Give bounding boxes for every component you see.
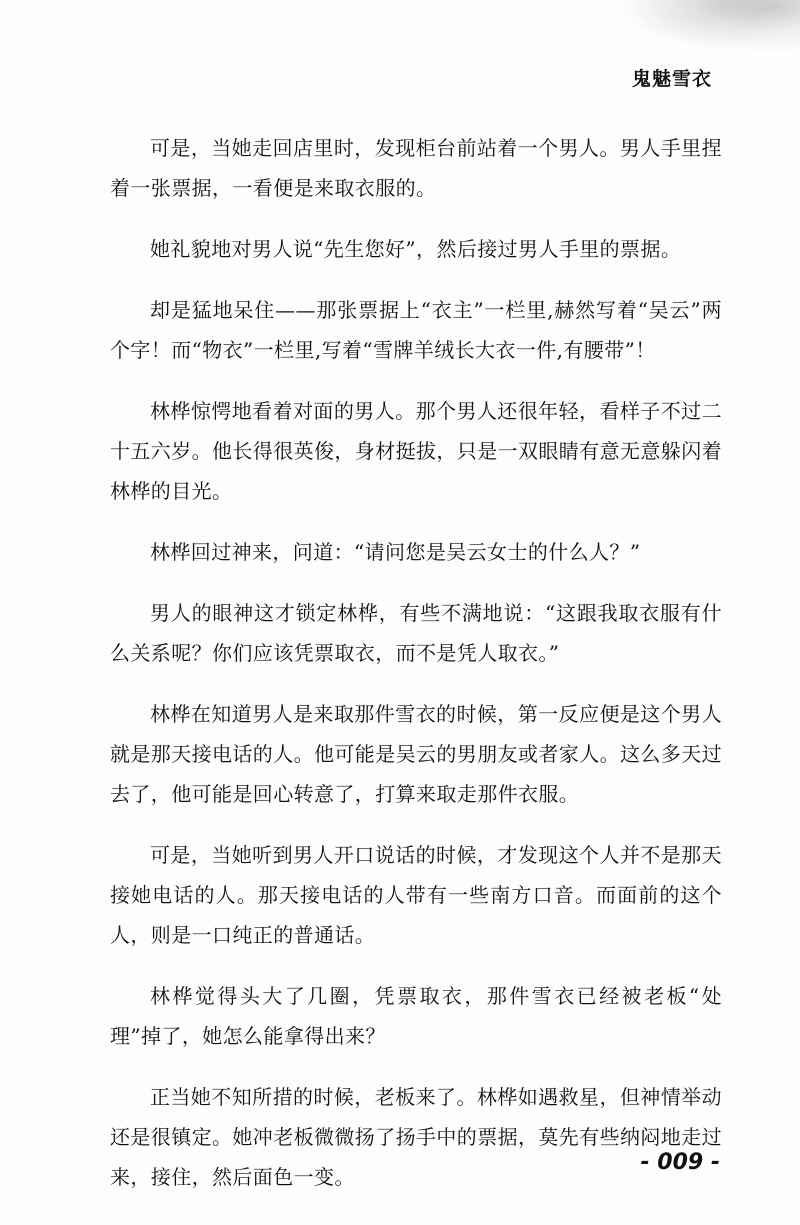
paragraph: 可是，当她走回店里时，发现柜台前站着一个男人。男人手里捏着一张票据，一看便是来取衣服的。 bbox=[110, 136, 722, 200]
paragraph: 林桦觉得头大了几圈，凭票取衣，那件雪衣已经被老板“处理”掉了，她怎么能拿得出来？ bbox=[110, 984, 722, 1048]
paragraph: 可是，当她听到男人开口说话的时候，才发现这个人并不是那天接她电话的人。那天接电话的人带有一些南方口音。而面前的这个人，则是一口纯正的普通话。 bbox=[110, 843, 722, 947]
paragraph: 林桦惊愕地看着对面的男人。那个男人还很年轻，看样子不过二十五六岁。他长得很英俊，身材挺拔，只是一双眼睛有意无意躲闪着林桦的目光。 bbox=[110, 399, 722, 503]
paragraph: 她礼貌地对男人说“先生您好”，然后接过男人手里的票据。 bbox=[150, 237, 682, 261]
body-text bbox=[110, 128, 722, 1218]
paragraph: 林桦在知道男人是来取那件雪衣的时候，第一反应便是这个男人就是那天接电话的人。他可能是吴云的男朋友或者家人。这么多天过去了，他可能是回心转意了，打算来取走那件衣服。 bbox=[110, 702, 722, 806]
paragraph: 男人的眼神这才锁定林桦，有些不满地说：“这跟我取衣服有什么关系呢？你们应该凭票取衣，而不是凭人取衣。” bbox=[110, 601, 722, 665]
page-number: - 009 - bbox=[640, 1150, 720, 1175]
paragraph: 却是猛地呆住——那张票据上“衣主”一栏里,赫然写着“吴云”两个字！而“物衣”一栏里,写着“雪牌羊绒长大衣一件,有腰带”！ bbox=[110, 298, 722, 362]
scan-shadow bbox=[610, 0, 800, 55]
running-header-title: 鬼魅雪衣 bbox=[631, 68, 712, 90]
paragraph: 林桦回过神来，问道：“请问您是吴云女士的什么人？” bbox=[150, 540, 641, 564]
paragraph: 正当她不知所措的时候，老板来了。林桦如遇救星，但神情举动还是很镇定。她冲老板微微扬了扬手中的票据，莫先有些纳闷地走过来，接住，然后面色一变。 bbox=[110, 1085, 722, 1189]
